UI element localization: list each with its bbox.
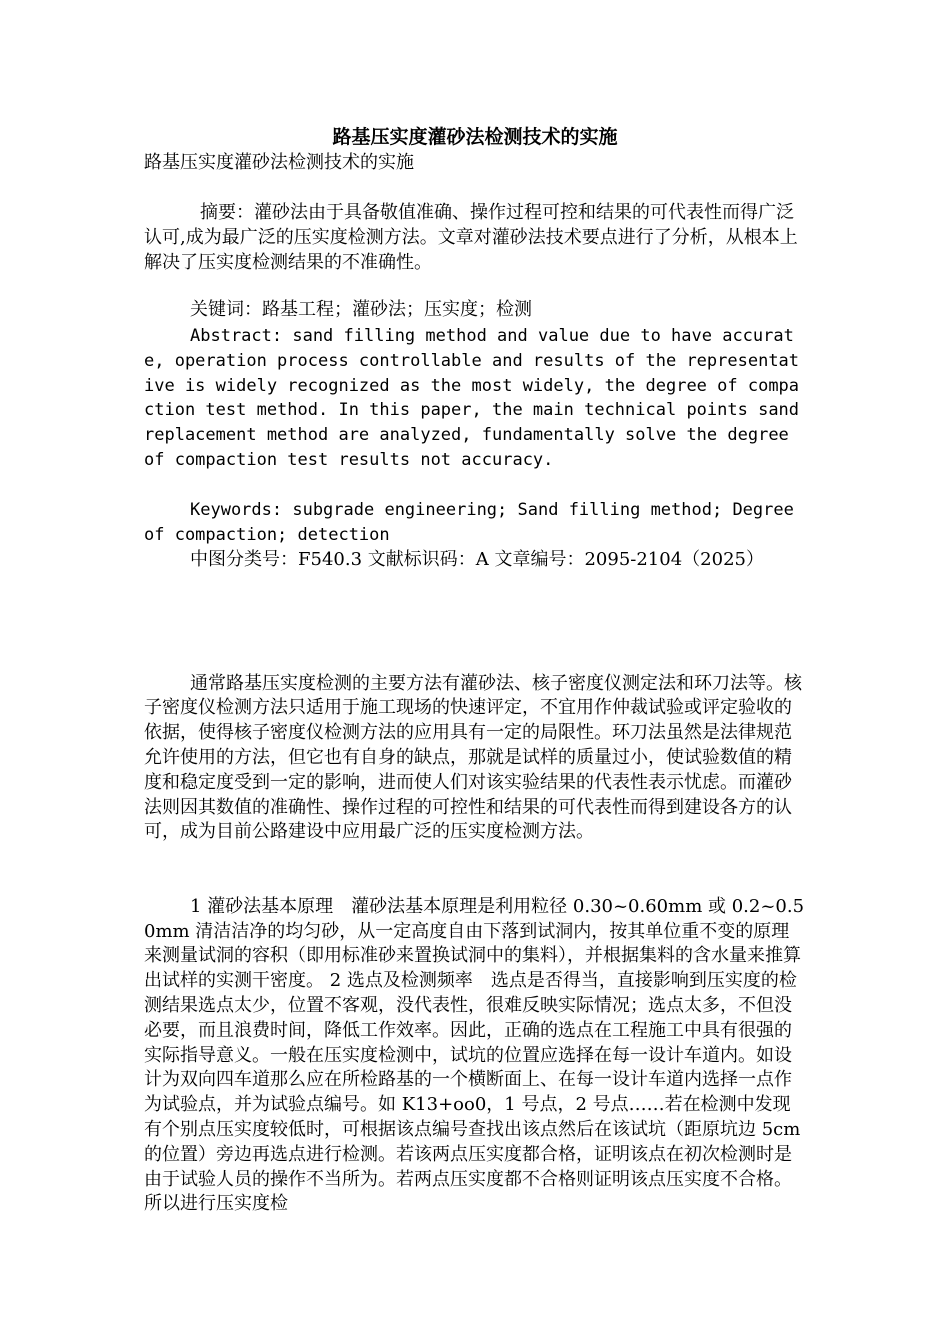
keywords-english (144, 498, 806, 548)
page-title: 路基压实度灌砂法检测技术的实施 (332, 126, 618, 148)
abstract-chinese: 摘要：灌砂法由于具备敬值准确、操作过程可控和结果的可代表性而得广泛认可,成为最广泛的压实度检测方法。文章对灌砂法技术要点进行了分析，从根本上解决了压实度检测结果的不准确性。 (144, 202, 798, 273)
abstract-english-text: Abstract: sand filling method and value due to have accurate, operation process controllable and results of the representative is widely recognized as the most widely, the degree of compaction test method. In this paper, the main technical points sand replacement method are analyzed, fundamentally solve the degree of compaction test results not accuracy. (144, 326, 810, 470)
body-paragraph-2-text: 1 灌砂法基本原理 灌砂法基本原理是利用粒径 0.30~0.60mm 或 0.2~0.50mm 清洁洁净的均匀砂，从一定高度自由下落到试洞内，按其单位重不变的原理来测量试洞的容积（即用标准砂来置换试洞中的集料），并根据集料的含水量来推算出试样的实测干密度。 2 选点及检测频率 选点是否得当，直接影响到压实度的检测结果选点太少，位置不客观，没代表性，很难反映实际情况；选点太多，不但没必要，而且浪费时间，降低工作效率。因此，正确的选点在工程施工中具有很强的实际指导意义。一般在压实度检测中，试坑的位置应选择在每一设计车道内。如设计为双向四车道那么应在所检路基的一个横断面上、在每一设计车道内选择一点作为试验点，并为试验点编号。如 K13+oo0，1 号点，2 号点……若在检测中发现有个别点压实度较低时，可根据该点编号查找出该点然后在该试坑（距原坑边 5cm 的位置）旁边再选点进行检测。若该两点压实度都合格，证明该点在初次检测时是由于试验人员的操作不当所为。若两点压实度都不合格则证明该点压实度不合格。所以进行压实度检 (144, 895, 807, 1215)
body-paragraph-2 (144, 895, 806, 1217)
abstract-english (144, 324, 810, 473)
classification-line (144, 548, 806, 573)
document-subtitle: 路基压实度灌砂法检测技术的实施 (144, 152, 414, 173)
keywords-chinese: 关键词：路基工程；灌砂法；压实度；检测 (190, 299, 532, 320)
body-text (144, 622, 806, 1267)
keywords-english-text: Keywords: subgrade engineering; Sand filling method; Degree of compaction; detection (144, 500, 805, 545)
classification-text: 中图分类号：F540.3 文献标识码：A 文章编号：2095-2104（2025） (190, 549, 764, 570)
body-paragraph-1 (144, 672, 806, 846)
body-paragraph-1-text: 通常路基压实度检测的主要方法有灌砂法、核子密度仪测定法和环刀法等。核子密度仪检测方法只适用于施工现场的快速评定，不宜用作仲裁试验或评定验收的依据，使得核子密度仪检测方法的应用具有一定的局限性。环刀法虽然是法律规范允许使用的方法，但它也有自身的缺点，那就是试样的质量过小，使试验数值的精度和稳定度受到一定的影响，进而使人们对该实验结果的代表性表示忧虑。而灌砂法则因其数值的准确性、操作过程的可控性和结果的可代表性而得到建设各方的认可，成为目前公路建设中应用最广泛的压实度检测方法。 (144, 672, 802, 843)
